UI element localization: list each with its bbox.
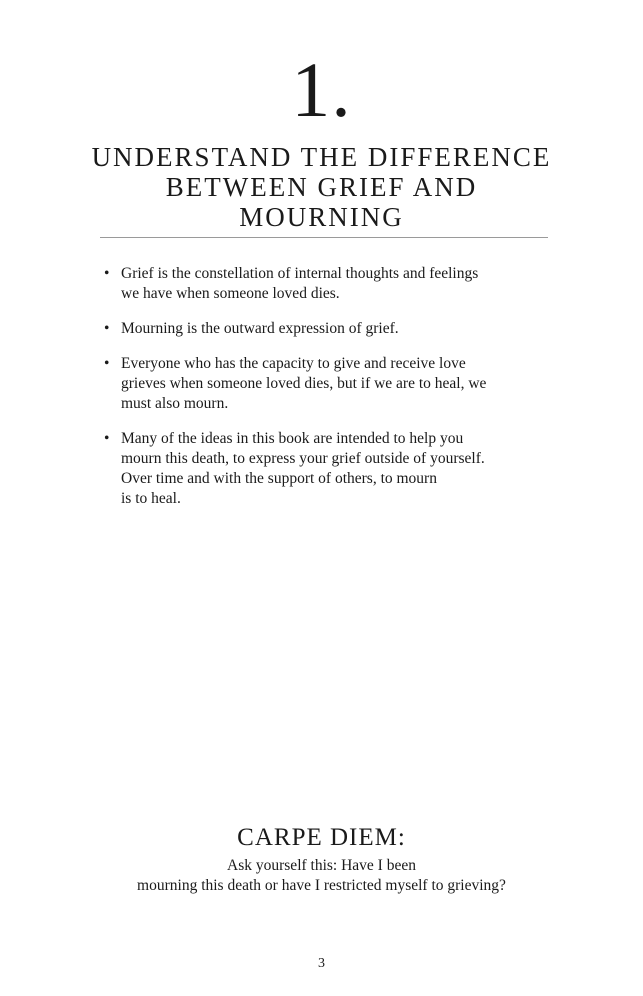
page-number: 3 <box>318 956 325 971</box>
bullet-mark: • <box>104 320 110 337</box>
bullet-line: is to heal. <box>121 490 181 507</box>
list-item <box>104 264 549 304</box>
bullet-mark: • <box>104 265 110 282</box>
bullet-line: we have when someone loved dies. <box>121 285 340 302</box>
chapter-title <box>80 142 563 232</box>
bullet-line: Many of the ideas in this book are intended to help you <box>121 430 464 447</box>
bullet-list <box>104 264 549 524</box>
chapter-number: 1. <box>291 46 352 133</box>
carpe-diem-title: CARPE DIEM: <box>237 824 406 851</box>
bullet-mark: • <box>104 355 110 372</box>
bullet-line: must also mourn. <box>121 395 229 412</box>
title-divider <box>100 237 548 238</box>
carpe-diem-line: mourning this death or have I restricted myself to grieving? <box>137 877 506 894</box>
bullet-line: mourn this death, to express your grief outside of yourself. <box>121 450 485 467</box>
bullet-line: grieves when someone loved dies, but if we are to heal, we <box>121 375 487 392</box>
chapter-title-line: UNDERSTAND THE DIFFERENCE <box>91 142 552 172</box>
list-item <box>104 429 549 509</box>
bullet-line: Grief is the constellation of internal thoughts and feelings <box>121 265 479 282</box>
carpe-diem-text <box>60 856 583 896</box>
chapter-title-line: MOURNING <box>239 202 404 232</box>
chapter-title-line: BETWEEN GRIEF AND <box>165 172 478 202</box>
list-item <box>104 319 549 339</box>
list-item <box>104 354 549 414</box>
bullet-line: Mourning is the outward expression of grief. <box>121 320 399 337</box>
bullet-line: Over time and with the support of others, to mourn <box>121 470 437 487</box>
bullet-mark: • <box>104 430 110 447</box>
carpe-diem-line: Ask yourself this: Have I been <box>227 857 416 874</box>
bullet-line: Everyone who has the capacity to give and receive love <box>121 355 466 372</box>
